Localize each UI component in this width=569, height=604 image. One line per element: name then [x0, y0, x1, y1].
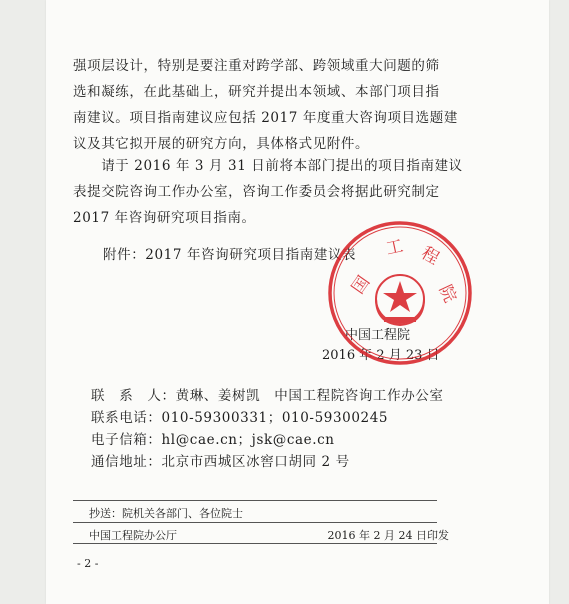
official-seal: [326, 219, 474, 367]
seal-char: 院: [434, 281, 460, 306]
attachment-line: 附件：2017 年咨询研究项目指南建议表: [103, 247, 357, 263]
cc-line: 抄送：院机关各部门、各位院士: [89, 507, 243, 520]
paragraph-line: 强项层设计，特别是要注重对跨学部、跨领域重大问题的筛: [73, 58, 440, 74]
seal-char: 工: [384, 236, 406, 260]
issuing-office: 中国工程院办公厅: [89, 529, 177, 542]
paragraph-line: 2017 年咨询研究项目指南。: [73, 210, 256, 226]
emblem-icon: [376, 275, 424, 325]
page-number: - 2 -: [77, 557, 99, 570]
body-paragraph-1: [73, 53, 458, 157]
signature-org: 中国工程院: [345, 328, 411, 343]
paragraph-line: 南建议。项目指南建议应包括 2017 年度重大咨询项目选题建: [73, 110, 458, 126]
divider: [73, 500, 437, 501]
signature-date: 2016 年 2 月 23 日: [322, 348, 440, 363]
contact-address: 通信地址：北京市西城区冰窖口胡同 2 号: [91, 454, 350, 470]
seal-char: 程: [417, 243, 443, 270]
contact-person: 联 系 人：黄琳、姜树凯 中国工程院咨询工作办公室: [91, 388, 444, 404]
seal-char: 国: [348, 272, 375, 298]
contact-block: [91, 385, 444, 473]
divider: [73, 522, 437, 523]
divider: [73, 543, 437, 544]
contact-email: 电子信箱：hl@cae.cn；jsk@cae.cn: [91, 432, 335, 448]
contact-phone: 联系电话：010-59300331；010-59300245: [91, 410, 389, 426]
paragraph-line: 请于 2016 年 3 月 31 日前将本部门提出的项目指南建议: [73, 158, 463, 174]
paragraph-line: 表提交院咨询工作办公室，咨询工作委员会将据此研究制定: [73, 184, 440, 200]
paragraph-line: 选和凝练，在此基础上，研究并提出本领域、本部门项目指: [73, 84, 440, 100]
print-date: 2016 年 2 月 24 日印发: [327, 529, 449, 542]
paragraph-line: 议及其它拟开展的研究方向，具体格式见附件。: [73, 136, 370, 152]
